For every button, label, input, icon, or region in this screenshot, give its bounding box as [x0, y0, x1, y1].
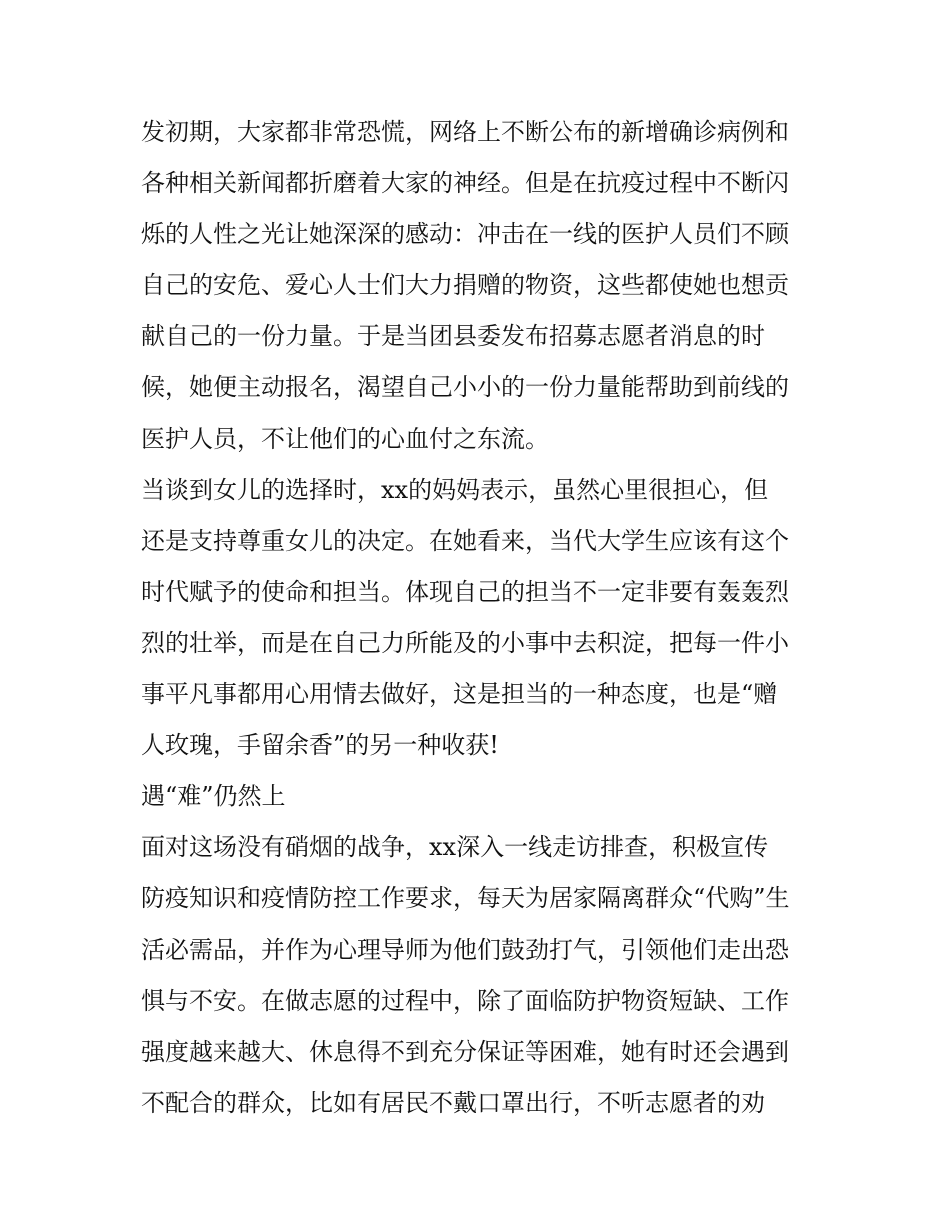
section-heading: 遇“难”仍然上 — [141, 782, 286, 811]
text-line: 发初期，大家都非常恐慌，网络上不断公布的新增确诊病例和 — [141, 118, 789, 146]
text-line: 时代赋予的使命和担当。体现自己的担当不一定非要有轰轰烈 — [141, 577, 789, 606]
text-line: 惧与不安。在做志愿的过程中，除了面临防护物资短缺、工作 — [141, 986, 789, 1015]
text-line: 当谈到女儿的选择时，xx的妈妈表示，虽然心里很担心，但 — [141, 475, 769, 504]
document-body — [141, 107, 821, 1129]
text-line: 人玫瑰，手留余香”的另一种收获! — [141, 731, 499, 760]
text-line: 事平凡事都用心用情去做好，这是担当的一种态度，也是“赠 — [141, 680, 778, 709]
text-line: 还是支持尊重女儿的决定。在她看来，当代大学生应该有这个 — [141, 526, 789, 555]
text-line: 烁的人性之光让她深深的感动：冲击在一线的医护人员们不顾 — [141, 220, 789, 249]
text-line: 医护人员，不让他们的心血付之东流。 — [141, 424, 549, 453]
text-line: 面对这场没有硝烟的战争，xx深入一线走访排查，积极宣传 — [141, 833, 769, 862]
text-line: 强度越来越大、休息得不到充分保证等困难，她有时还会遇到 — [141, 1037, 789, 1066]
text-line: 自己的安危、爱心人士们大力捐赠的物资，这些都使她也想贡 — [141, 271, 789, 300]
text-line: 烈的壮举，而是在自己力所能及的小事中去积淀，把每一件小 — [141, 628, 789, 657]
text-line: 候，她便主动报名，渴望自己小小的一份力量能帮助到前线的 — [141, 373, 789, 402]
text-line: 各种相关新闻都折磨着大家的神经。但是在抗疫过程中不断闪 — [141, 169, 789, 198]
text-line: 不配合的群众，比如有居民不戴口罩出行，不听志愿者的劝 — [141, 1088, 765, 1117]
text-line: 献自己的一份力量。于是当团县委发布招募志愿者消息的时 — [141, 322, 765, 351]
text-line: 防疫知识和疫情防控工作要求，每天为居家隔离群众“代购”生 — [141, 884, 790, 913]
text-line: 活必需品，并作为心理导师为他们鼓劲打气，引领他们走出恐 — [141, 935, 789, 964]
